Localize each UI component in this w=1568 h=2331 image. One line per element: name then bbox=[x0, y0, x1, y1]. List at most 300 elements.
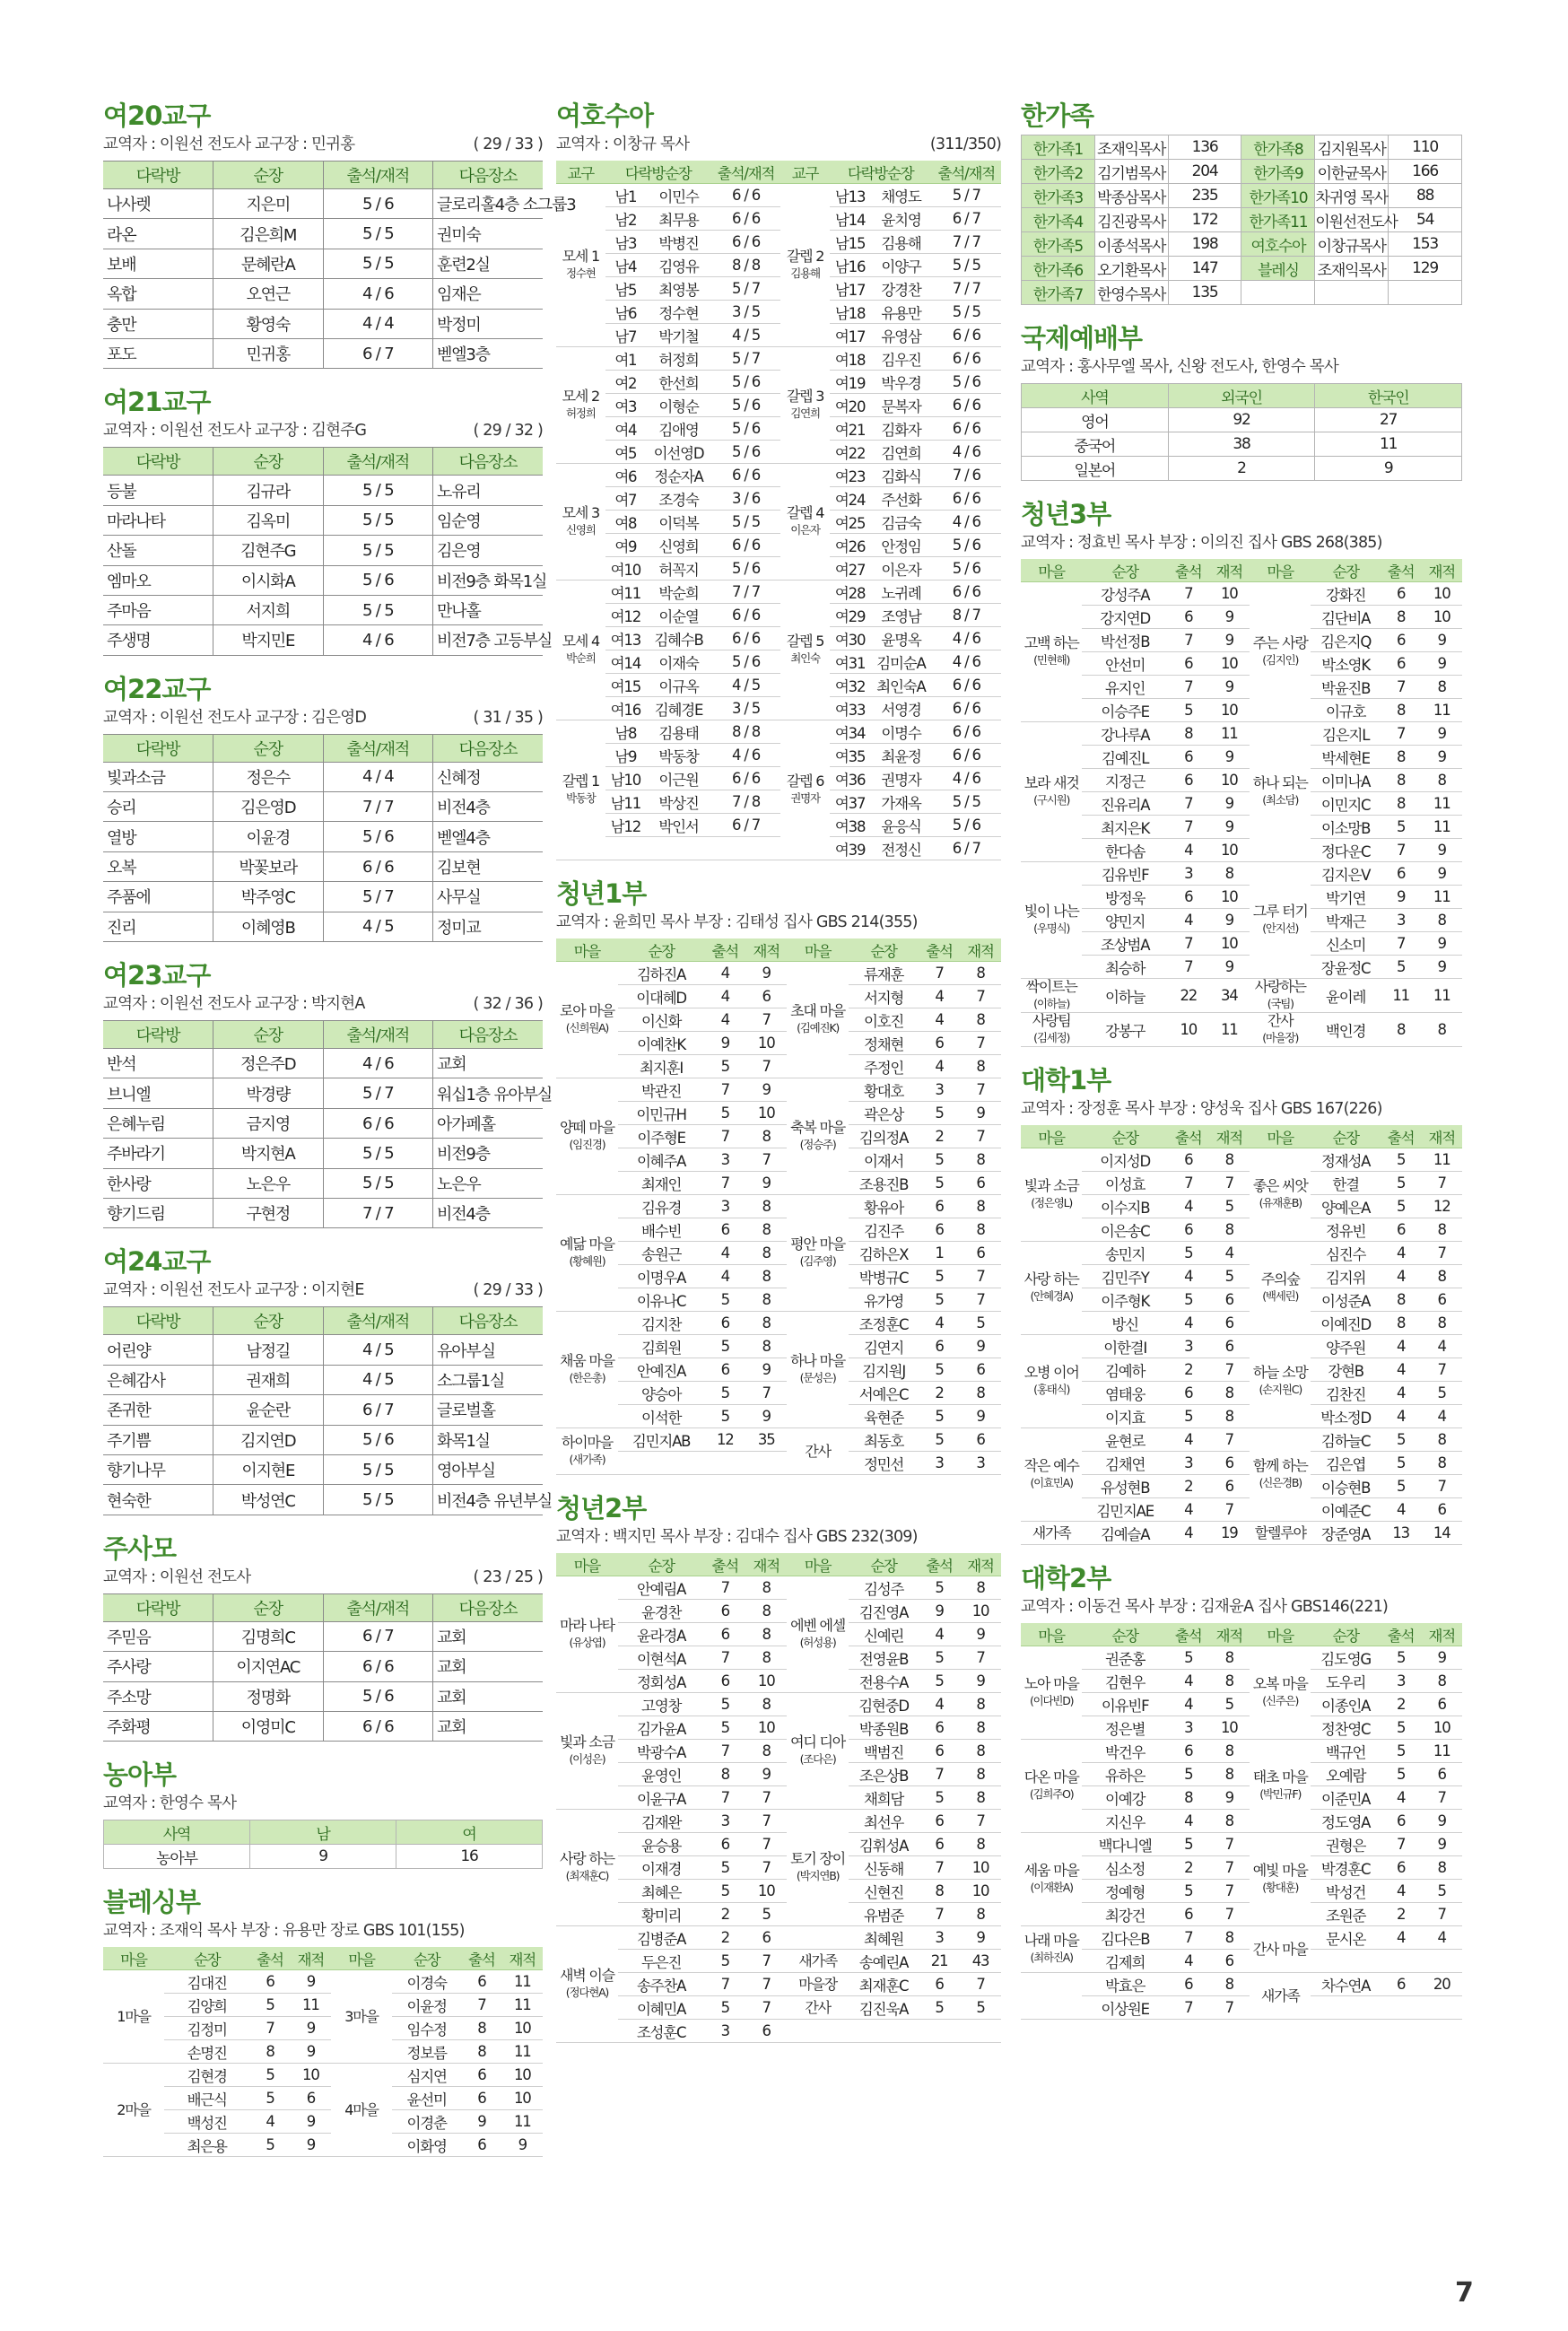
table-cell: 남15 bbox=[830, 231, 871, 254]
table-cell: 6 bbox=[1209, 1950, 1250, 1973]
column-header: 외국인 bbox=[1168, 384, 1315, 408]
table-cell: 노은우 bbox=[213, 1168, 324, 1198]
table-cell: 5 bbox=[704, 1996, 745, 2020]
table-cell: 7 / 7 bbox=[323, 1198, 433, 1227]
univ2-staff: 교역자 : 이동건 목사 부장 : 김재윤A 집사 GBS146(221) bbox=[1021, 1598, 1389, 1616]
table-cell: 이지효 bbox=[1082, 1405, 1168, 1428]
table-cell: 5 / 5 bbox=[323, 536, 433, 565]
table-row bbox=[556, 254, 1001, 277]
table-row bbox=[1021, 1786, 1462, 1810]
table-row bbox=[556, 1856, 1001, 1880]
table-cell: 5 bbox=[1168, 1763, 1209, 1786]
district-table bbox=[103, 734, 543, 942]
table-cell: 6 / 6 bbox=[711, 604, 780, 627]
table-row bbox=[556, 557, 1001, 581]
district-table bbox=[103, 1306, 553, 1515]
district-name bbox=[556, 464, 605, 581]
table-cell: 7 bbox=[960, 1810, 1001, 1833]
table-cell: 4 bbox=[1168, 1670, 1209, 1693]
table-cell bbox=[1421, 1950, 1462, 1973]
table-cell: 8 bbox=[1209, 1670, 1250, 1693]
table-cell: 10 bbox=[1421, 606, 1462, 629]
table-cell: 4 bbox=[1381, 1926, 1422, 1950]
table-cell: 10 bbox=[1421, 1716, 1462, 1740]
table-cell: 임순영 bbox=[433, 505, 544, 535]
district-ratio: ( 31 / 35 ) bbox=[473, 708, 543, 727]
table-cell: 11 bbox=[291, 1994, 331, 2017]
village-label: 하나 되는 bbox=[1252, 774, 1308, 791]
table-cell: 박광수A bbox=[618, 1740, 704, 1763]
table-cell: 정채현 bbox=[849, 1032, 919, 1055]
table-cell: 조경숙 bbox=[646, 487, 711, 511]
table-cell: 최재훈C bbox=[849, 1973, 919, 1996]
table-cell: 4 bbox=[1168, 1195, 1209, 1218]
column-header: 출석 bbox=[1381, 1125, 1422, 1148]
table-row bbox=[103, 505, 543, 535]
table-cell bbox=[646, 837, 711, 860]
village-name bbox=[1250, 862, 1311, 979]
village-name bbox=[1250, 722, 1311, 862]
village-label: 다온 마을 bbox=[1024, 1768, 1079, 1785]
column-header: 출석/재적 bbox=[323, 1593, 433, 1621]
table-cell: 7 bbox=[1421, 1358, 1462, 1382]
table-cell: 최혜원 bbox=[849, 1926, 919, 1950]
column-header: 출석 bbox=[1168, 1125, 1209, 1148]
table-cell: 6 bbox=[1421, 1763, 1462, 1786]
table-cell: 5 / 5 bbox=[932, 301, 1001, 324]
table-cell: 6 bbox=[919, 1973, 960, 1996]
district-leader: 이은자 bbox=[790, 523, 820, 537]
table-cell: 5 bbox=[1168, 1405, 1209, 1428]
table-cell: 박경량 bbox=[213, 1078, 324, 1108]
table-row bbox=[103, 1139, 543, 1168]
table-row bbox=[103, 536, 543, 565]
table-row bbox=[103, 792, 543, 822]
table-cell bbox=[745, 1452, 787, 1475]
table-row bbox=[556, 1973, 1001, 1996]
table-row bbox=[1022, 208, 1462, 232]
village-leader: (이하늘) bbox=[1033, 997, 1070, 1010]
village-label: 주는 사랑 bbox=[1252, 634, 1308, 651]
table-cell: 5 bbox=[704, 1288, 745, 1312]
village-label: 나래 마을 bbox=[1024, 1932, 1079, 1949]
table-cell: 신동해 bbox=[849, 1856, 919, 1880]
table-cell: 존귀한 bbox=[103, 1395, 213, 1425]
table-cell: 6 bbox=[1381, 652, 1422, 676]
table-cell: 권명자 bbox=[870, 767, 931, 790]
table-cell: 7 bbox=[1209, 1880, 1250, 1903]
table-row bbox=[556, 674, 1001, 697]
table-row bbox=[1021, 606, 1462, 629]
table-cell: 9 bbox=[704, 1032, 745, 1055]
table-cell: 김화식 bbox=[870, 464, 931, 487]
village-leader: (국팀) bbox=[1267, 997, 1294, 1010]
table-row bbox=[1021, 1763, 1462, 1786]
table-cell: 김민지AE bbox=[1082, 1498, 1168, 1522]
village-label: 고백 하는 bbox=[1024, 634, 1079, 651]
table-cell: 여21 bbox=[830, 417, 871, 441]
table-cell: 6 bbox=[1209, 1312, 1250, 1335]
table-cell: 주믿음 bbox=[103, 1621, 213, 1651]
district-name bbox=[556, 184, 605, 347]
table-cell: 4 bbox=[1421, 1335, 1462, 1358]
table-cell: 정재성A bbox=[1311, 1148, 1380, 1172]
table-row bbox=[556, 1195, 1001, 1218]
table-cell: 3 bbox=[919, 1452, 960, 1475]
table-cell: 7 bbox=[919, 1856, 960, 1880]
table-cell: 주선화 bbox=[870, 487, 931, 511]
table-cell: 이한균목사 bbox=[1315, 160, 1389, 184]
table-cell bbox=[1421, 1996, 1462, 2020]
table-cell: 7 bbox=[960, 1288, 1001, 1312]
village-name bbox=[556, 1576, 618, 1693]
village-name bbox=[1021, 722, 1082, 862]
table-cell: 3 bbox=[1168, 1452, 1209, 1475]
column-header: 순장 bbox=[618, 1553, 704, 1576]
table-row bbox=[556, 814, 1001, 837]
village-name bbox=[556, 1810, 618, 1926]
table-cell: 5 bbox=[960, 1996, 1001, 2020]
district-staff: 교역자 : 이원선 전도사 교구장 : 이지현E bbox=[103, 1281, 364, 1300]
table-cell: 이시화A bbox=[213, 565, 324, 595]
table-cell: 승리 bbox=[103, 792, 213, 822]
table-cell: 4 / 6 bbox=[932, 627, 1001, 650]
table-cell: 8 bbox=[745, 1623, 787, 1646]
district-ratio: ( 32 / 36 ) bbox=[473, 995, 543, 1014]
table-cell: 6 bbox=[1209, 1288, 1250, 1312]
table-row bbox=[103, 1049, 543, 1078]
table-row bbox=[103, 2017, 543, 2040]
table-cell: 향기나무 bbox=[103, 1454, 213, 1484]
table-cell: 남11 bbox=[605, 790, 647, 814]
table-cell: 6 bbox=[1421, 1288, 1462, 1312]
table-cell: 채희담 bbox=[849, 1786, 919, 1810]
table-row bbox=[103, 762, 543, 791]
table-cell: 한가족11 bbox=[1241, 208, 1315, 232]
table-cell: 한가족1 bbox=[1022, 135, 1095, 160]
village-label: 하나 마을 bbox=[790, 1352, 846, 1369]
table-cell: 5 / 5 bbox=[323, 249, 433, 278]
column-header: 출석 bbox=[704, 1553, 745, 1576]
table-cell: 진리 bbox=[103, 912, 213, 941]
table-cell: 김은희M bbox=[213, 219, 324, 249]
table-cell: 3 bbox=[960, 1452, 1001, 1475]
table-cell: 김화자 bbox=[870, 417, 931, 441]
village-leader: (구시원) bbox=[1033, 793, 1070, 807]
table-cell: 이윤정 bbox=[392, 1994, 461, 2017]
table-cell: 8 bbox=[745, 1288, 787, 1312]
table-cell: 배수빈 bbox=[618, 1218, 704, 1242]
village-leader: (새가족) bbox=[569, 1453, 605, 1466]
table-cell: 비전9층 bbox=[433, 1139, 544, 1168]
table-cell: 전영윤B bbox=[849, 1646, 919, 1670]
table-row bbox=[1021, 886, 1462, 909]
table-row bbox=[1021, 1646, 1462, 1670]
yeohosua-ratio: (311/350) bbox=[929, 135, 1001, 153]
table-cell: 11 bbox=[1381, 979, 1422, 1013]
table-row bbox=[556, 1382, 1001, 1405]
table-cell: 4 bbox=[1381, 1242, 1422, 1265]
table-cell: 6 bbox=[1209, 1452, 1250, 1475]
table-cell: 이유빈F bbox=[1082, 1693, 1168, 1716]
table-cell: 4 bbox=[1381, 1786, 1422, 1810]
table-cell: 6 / 6 bbox=[711, 464, 780, 487]
column-header: 재적 bbox=[1209, 559, 1250, 582]
table-cell: 신혜정 bbox=[433, 762, 544, 791]
table-cell: 정회성A bbox=[618, 1670, 704, 1693]
village-label: 토기 장이 bbox=[790, 1850, 846, 1867]
table-cell: 비전4층 유년부실 bbox=[433, 1485, 544, 1515]
table-cell: 박병규C bbox=[849, 1265, 919, 1288]
column-header: 마을 bbox=[331, 1947, 392, 1970]
table-cell: 김은영 bbox=[433, 536, 544, 565]
table-cell: 정찬영C bbox=[1311, 1716, 1380, 1740]
table-cell: 8 bbox=[1421, 1856, 1462, 1880]
table-row bbox=[1021, 1810, 1462, 1833]
table-row bbox=[556, 744, 1001, 767]
table-row bbox=[103, 1711, 543, 1741]
table-cell: 박경훈C bbox=[1311, 1856, 1380, 1880]
table-cell: 5 / 5 bbox=[323, 1139, 433, 1168]
column-header: 교구 bbox=[780, 161, 830, 184]
table-cell: 김은엽 bbox=[1311, 1452, 1380, 1475]
table-row bbox=[103, 476, 543, 505]
table-row bbox=[1021, 1452, 1462, 1475]
table-cell: 염태웅 bbox=[1082, 1382, 1168, 1405]
table-cell: 10 bbox=[960, 1856, 1001, 1880]
univ1-meta bbox=[1021, 1099, 1462, 1119]
table-cell: 7 bbox=[704, 1973, 745, 1996]
district-leader: 정수현 bbox=[565, 266, 596, 280]
district-ratio: ( 29 / 32 ) bbox=[473, 422, 543, 441]
table-cell: 여33 bbox=[830, 697, 871, 720]
table-cell: 여37 bbox=[830, 790, 871, 814]
table-cell: 박병진 bbox=[646, 231, 711, 254]
table-cell: 6 bbox=[1381, 862, 1422, 886]
table-cell: 여14 bbox=[605, 650, 647, 674]
table-cell: 조정훈C bbox=[849, 1312, 919, 1335]
table-cell: 김용해 bbox=[870, 231, 931, 254]
table-cell: 8 bbox=[1209, 1810, 1250, 1833]
table-cell: 남1 bbox=[605, 184, 647, 207]
table-cell: 허정희 bbox=[646, 347, 711, 371]
table-cell: 윤승용 bbox=[618, 1833, 704, 1856]
table-row bbox=[103, 851, 543, 881]
table-cell: 5 / 6 bbox=[711, 557, 780, 581]
table-cell: 이대혜D bbox=[618, 985, 704, 1008]
table-cell: 이지현E bbox=[213, 1454, 324, 1484]
table-cell: 8 bbox=[745, 1335, 787, 1358]
table-cell: 은혜누림 bbox=[103, 1108, 213, 1138]
table-row bbox=[556, 231, 1001, 254]
table-cell: 등불 bbox=[103, 476, 213, 505]
village-label: 1마을 bbox=[117, 2007, 151, 2025]
table-cell: 6 bbox=[1168, 1148, 1209, 1172]
table-cell: 이재숙 bbox=[646, 650, 711, 674]
table-cell: 6 bbox=[919, 1810, 960, 1833]
table-cell: 8 bbox=[1168, 722, 1209, 746]
column-header: 사역 bbox=[1022, 384, 1169, 408]
table-cell: 8 bbox=[1381, 746, 1422, 769]
table-row bbox=[1021, 862, 1462, 886]
village-name bbox=[1250, 1522, 1311, 1545]
table-cell: 4 bbox=[1168, 1312, 1209, 1335]
table-cell: 이은자 bbox=[870, 557, 931, 581]
village-label: 평안 마을 bbox=[790, 1235, 846, 1253]
village-label: 좋은 씨앗 bbox=[1252, 1177, 1308, 1194]
table-cell: 5 / 5 bbox=[323, 595, 433, 624]
table-cell: 정순자A bbox=[646, 464, 711, 487]
table-cell: 5 bbox=[1381, 1475, 1422, 1498]
table-cell: 9 bbox=[1209, 606, 1250, 629]
table-cell: 백성진 bbox=[164, 2110, 249, 2134]
table-cell: 7 bbox=[960, 1078, 1001, 1102]
table-cell: 최영봉 bbox=[646, 277, 711, 301]
table-row bbox=[1021, 792, 1462, 816]
table-cell: 7 bbox=[1209, 1833, 1250, 1856]
village-leader: (문성은) bbox=[799, 1371, 836, 1384]
village-name: 간사 bbox=[787, 1996, 849, 2020]
table-cell: 4 bbox=[1381, 1335, 1422, 1358]
table-cell: 5 bbox=[1421, 1880, 1462, 1903]
table-cell: 6 bbox=[1168, 1218, 1209, 1242]
table-cell: 이예준C bbox=[1311, 1498, 1380, 1522]
table-cell: 2 bbox=[704, 1926, 745, 1950]
village-label: 하늘 소망 bbox=[1252, 1364, 1308, 1381]
table-row bbox=[556, 1125, 1001, 1148]
table-cell: 이영미C bbox=[213, 1711, 324, 1741]
table-row bbox=[1021, 1973, 1462, 1996]
table-cell: 김기범목사 bbox=[1094, 160, 1168, 184]
village-leader: (정승주) bbox=[799, 1138, 836, 1151]
table-cell: 정다운C bbox=[1311, 839, 1380, 862]
table-cell: 6 bbox=[1168, 746, 1209, 769]
table-row bbox=[103, 1970, 543, 1994]
table-cell: 안예림A bbox=[618, 1576, 704, 1600]
table-row bbox=[556, 1032, 1001, 1055]
table-cell: 워십1층 유아부실 bbox=[433, 1078, 544, 1108]
table-row bbox=[556, 1055, 1001, 1078]
table-cell: 이경춘 bbox=[392, 2110, 461, 2134]
table-cell: 4 bbox=[919, 985, 960, 1008]
table-cell: 9 bbox=[1421, 1646, 1462, 1670]
district-label: 모세 1 bbox=[562, 248, 599, 265]
table-cell: 교회 bbox=[433, 1049, 544, 1078]
table-cell: 김성주 bbox=[849, 1576, 919, 1600]
table-row bbox=[1022, 160, 1462, 184]
table-cell: 6 / 6 bbox=[932, 720, 1001, 744]
table-cell: 7 bbox=[960, 1125, 1001, 1148]
table-cell: 윤선미 bbox=[392, 2087, 461, 2110]
table-cell: 5 bbox=[1209, 1265, 1250, 1288]
table-cell: 박재근 bbox=[1311, 909, 1380, 932]
table-cell: 남13 bbox=[830, 184, 871, 207]
table-cell: 이종석목사 bbox=[1094, 232, 1168, 257]
table-cell: 5 bbox=[1168, 699, 1209, 722]
table-cell: 5 / 6 bbox=[323, 822, 433, 851]
youth1-meta bbox=[556, 912, 1001, 932]
table-cell: 구현정 bbox=[213, 1198, 324, 1227]
district-leader: 박순희 bbox=[565, 651, 596, 665]
table-cell: 윤명옥 bbox=[870, 627, 931, 650]
table-cell: 6 bbox=[919, 1335, 960, 1358]
table-row bbox=[556, 1740, 1001, 1763]
table-row bbox=[1021, 1926, 1462, 1950]
table-cell: 6 / 6 bbox=[711, 184, 780, 207]
village-leader: (신주은) bbox=[1262, 1694, 1299, 1707]
table-cell: 김재완 bbox=[618, 1810, 704, 1833]
table-cell: 남8 bbox=[605, 720, 647, 744]
table-cell: 여5 bbox=[605, 441, 647, 464]
table-cell: 권미숙 bbox=[433, 219, 544, 249]
district-staff: 교역자 : 이원선 전도사 교구장 : 민귀홍 bbox=[103, 135, 355, 153]
youth3-meta bbox=[1021, 533, 1462, 553]
table-cell: 4 bbox=[919, 1693, 960, 1716]
village-name bbox=[1250, 1973, 1311, 2020]
table-cell: 손명진 bbox=[164, 2040, 249, 2064]
table-cell: 이근원 bbox=[646, 767, 711, 790]
table-cell: 소그룹1실 bbox=[433, 1365, 544, 1394]
table-cell: 4 / 6 bbox=[932, 441, 1001, 464]
table-cell: 153 bbox=[1389, 232, 1462, 257]
table-cell: 박효은 bbox=[1082, 1973, 1168, 1996]
table-cell: 가재옥 bbox=[870, 790, 931, 814]
table-cell: 4 / 6 bbox=[932, 511, 1001, 534]
table-cell: 5 bbox=[960, 1312, 1001, 1335]
district-leader: 최인숙 bbox=[790, 651, 820, 665]
table-cell: 9 bbox=[1421, 839, 1462, 862]
table-cell: 5 bbox=[1381, 956, 1422, 979]
table-cell: 5 bbox=[704, 1693, 745, 1716]
table-cell: 4 bbox=[919, 1055, 960, 1078]
table-row bbox=[1021, 1833, 1462, 1856]
district-section bbox=[103, 100, 576, 369]
youth3-staff: 교역자 : 정효빈 목사 부장 : 이의진 집사 GBS 268(385) bbox=[1021, 534, 1382, 552]
table-cell: 주마음 bbox=[103, 595, 213, 624]
table-cell: 심소정 bbox=[1082, 1856, 1168, 1880]
table-cell: 6 bbox=[1168, 769, 1209, 792]
table-cell: 최선우 bbox=[849, 1810, 919, 1833]
table-cell: 윤응식 bbox=[870, 814, 931, 837]
table-cell: 여4 bbox=[605, 417, 647, 441]
table-cell: 여3 bbox=[605, 394, 647, 417]
table-row bbox=[1021, 1903, 1462, 1926]
table-cell: 4 bbox=[919, 1008, 960, 1032]
table-cell: 화목1실 bbox=[433, 1425, 544, 1454]
table-cell: 김보현 bbox=[433, 851, 544, 881]
table-cell: 안예진A bbox=[618, 1358, 704, 1382]
table-cell: 10 bbox=[745, 1102, 787, 1125]
table-cell: 6 bbox=[704, 1833, 745, 1856]
table-cell bbox=[1311, 1996, 1380, 2020]
table-cell: 8 bbox=[1209, 1926, 1250, 1950]
village-name bbox=[787, 1693, 849, 1810]
district-meta bbox=[103, 1280, 543, 1300]
village-label: 태초 마을 bbox=[1252, 1768, 1308, 1785]
table-cell: 박정미 bbox=[433, 309, 544, 338]
table-cell: 이주형E bbox=[618, 1125, 704, 1148]
table-cell: 김명희C bbox=[213, 1621, 324, 1651]
table-cell: 8 bbox=[960, 1786, 1001, 1810]
table-cell: 5 bbox=[704, 1950, 745, 1973]
table-cell: 198 bbox=[1168, 232, 1241, 257]
table-cell: 11 bbox=[502, 2110, 543, 2134]
table-cell: 이재서 bbox=[849, 1148, 919, 1172]
table-cell: 송원근 bbox=[618, 1242, 704, 1265]
table-cell: 10 bbox=[291, 2064, 331, 2087]
table-cell: 여1 bbox=[605, 347, 647, 371]
table-row bbox=[556, 985, 1001, 1008]
